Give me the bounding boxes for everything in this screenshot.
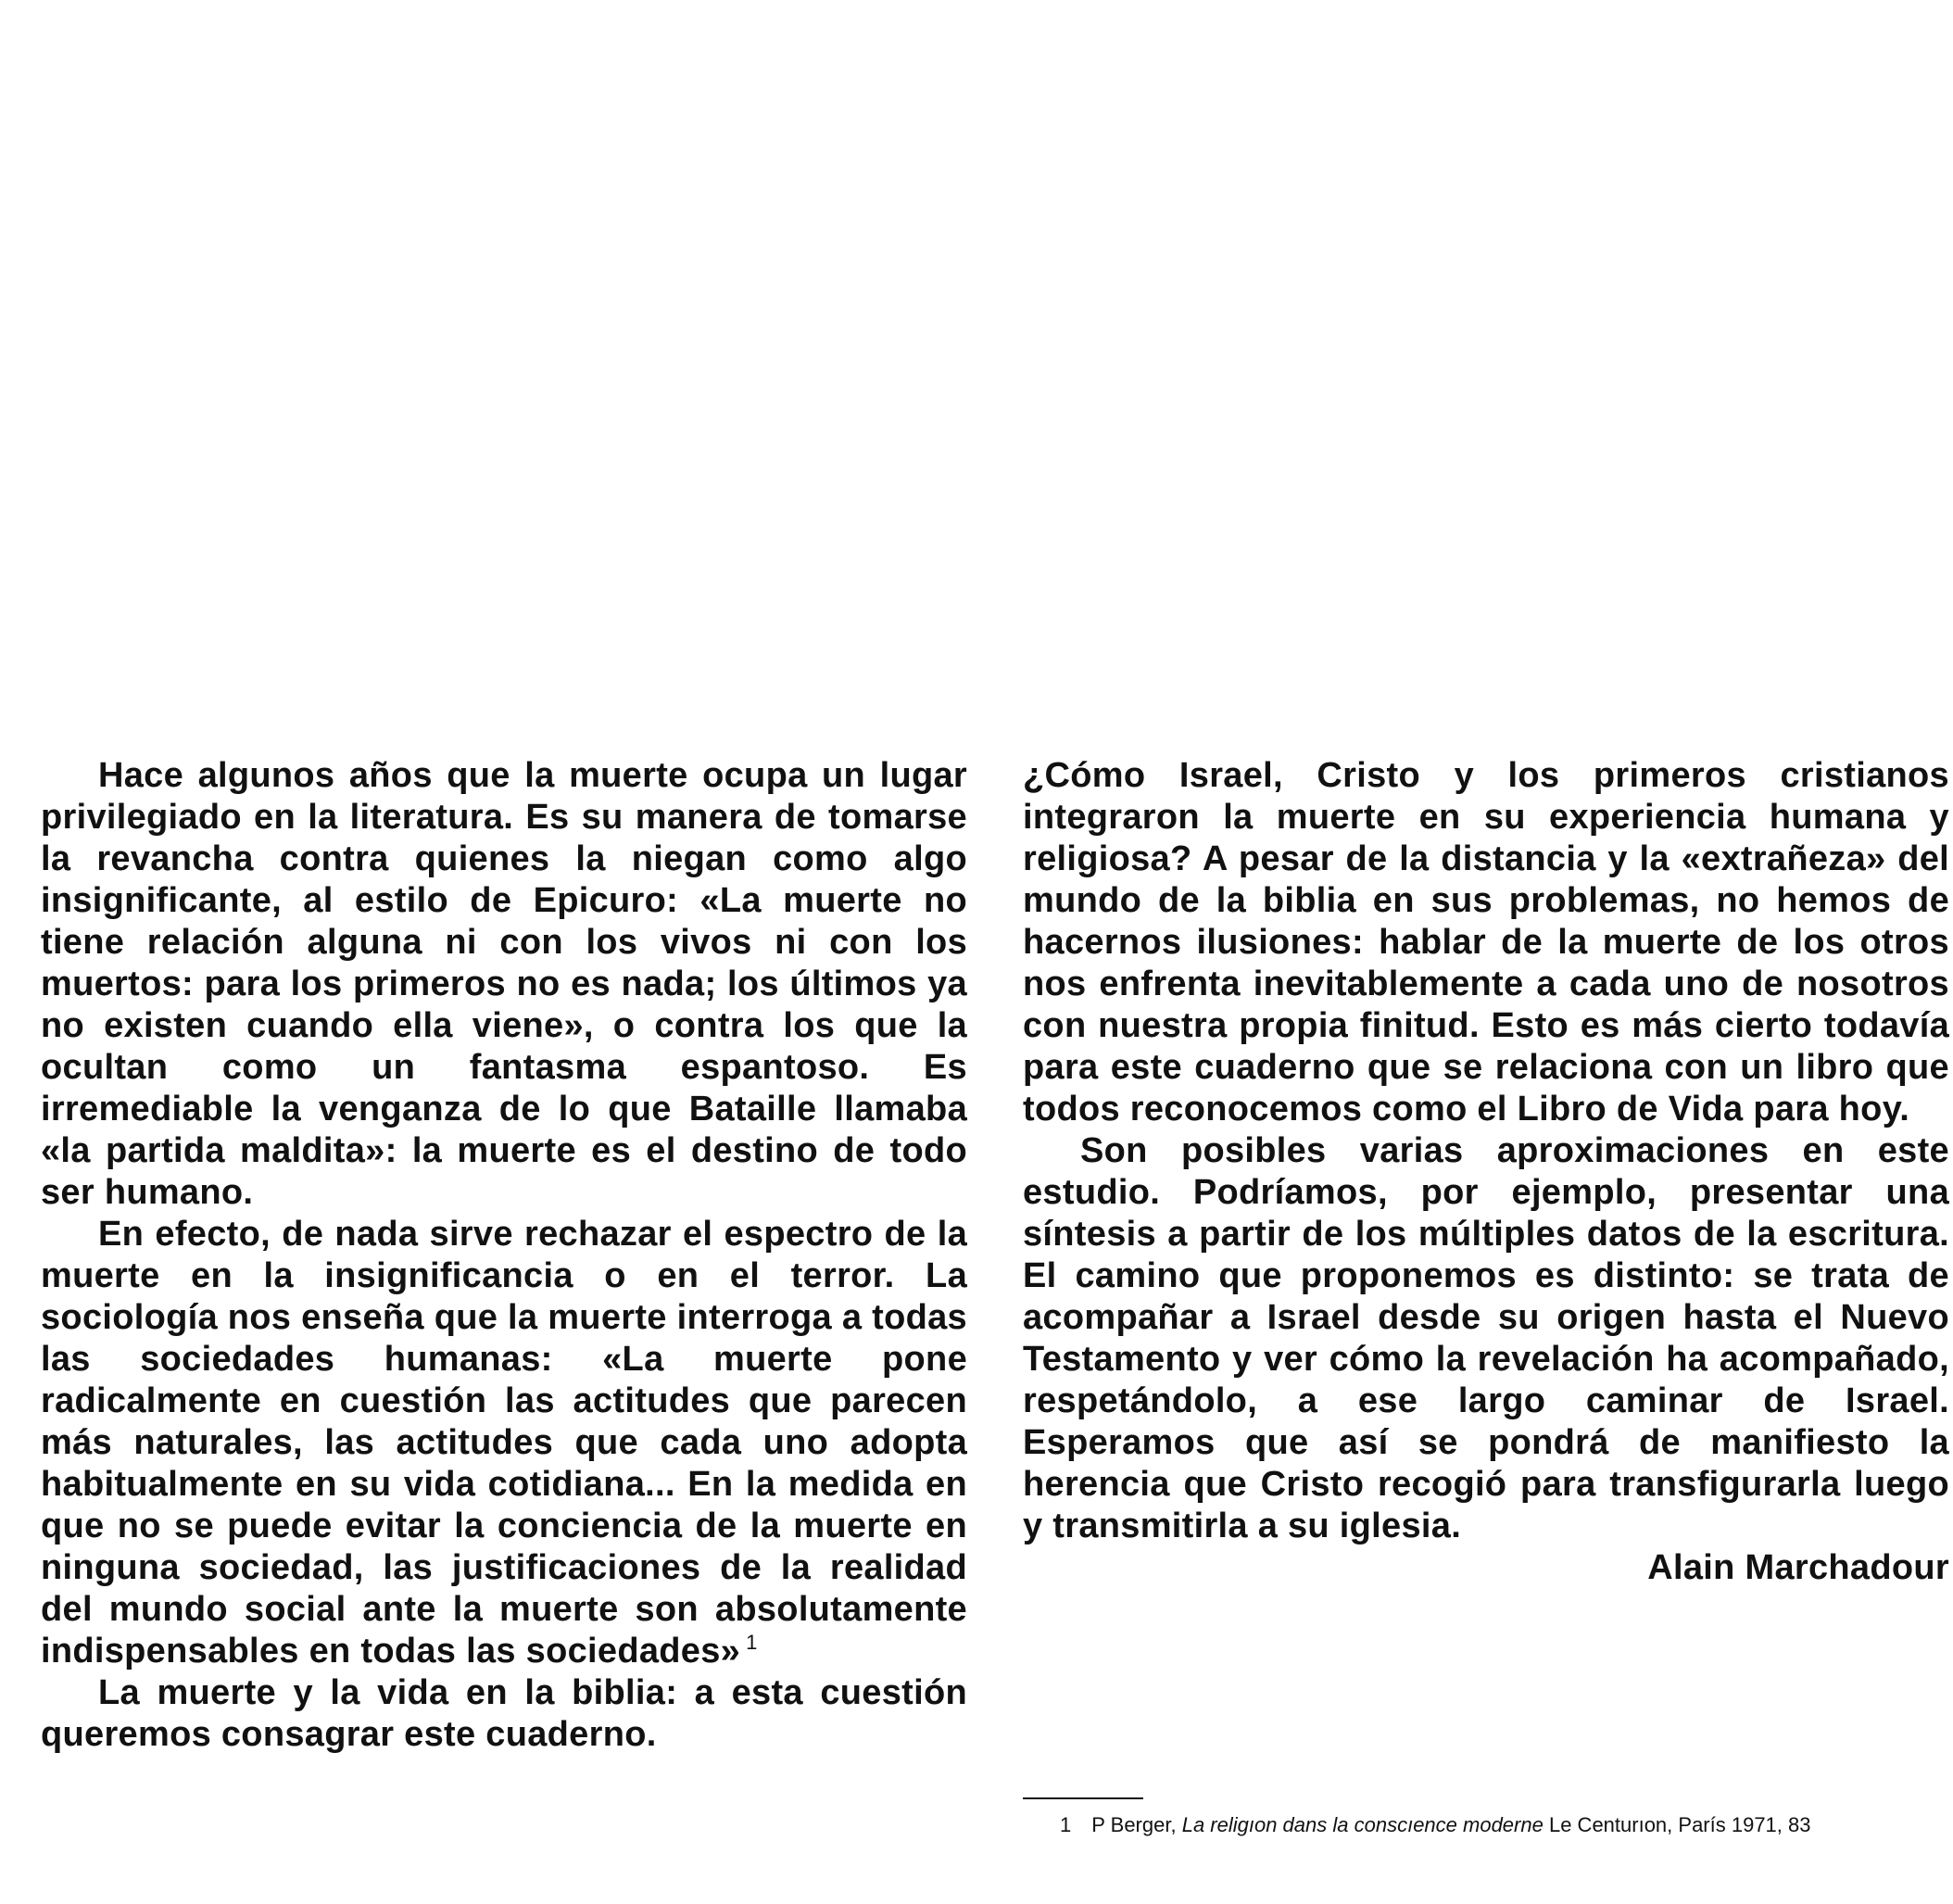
footnote bbox=[1023, 1811, 1949, 1838]
topic-paragraph: La muerte y la vida en la biblia: a esta cuestión queremos consagrar este cuaderno. bbox=[41, 1673, 967, 1754]
footnote-author: P Berger, bbox=[1091, 1813, 1177, 1836]
question-paragraph: ¿Cómo Israel, Cristo y los primeros cristianos integraron la muerte en su experiencia humana y religiosa? A pesar de la distancia y la «extrañeza» del mundo de la biblia en sus problemas, no hemos de hacernos ilusiones: hablar de la muerte de los otros nos enfrenta inevitablemente a cada uno de nosotros con nuestra propia finitud. Esto es más cierto todavía para este cuaderno que se relaciona con un libro que todos reconocemos como el Libro de Vida para hoy. bbox=[1023, 756, 1949, 1129]
sociology-paragraph-text: En efecto, de nada sirve rechazar el espectro de la muerte en la insignificancia o en el terror. La sociología nos enseña que la muerte interroga a todas las sociedades humanas: «La muerte pone radicalmente en cuestión las actitudes que parecen más naturales, las actitudes que cada uno adopta habitualmente en su vida cotidiana... En la medida en que no se puede evitar la conciencia de la muerte en ninguna sociedad, las justificaciones de la realidad del mundo social ante la muerte son absolutamente indispensables en todas las sociedades» bbox=[41, 1215, 967, 1671]
author-signature: Alain Marchadour bbox=[1647, 1548, 1949, 1587]
footnote-publisher: Le Centurıon, París 1971, 83 bbox=[1548, 1813, 1811, 1836]
approach-paragraph: Son posibles varias aproximaciones en este estudio. Podríamos, por ejemplo, presentar una síntesis a partir de los múltiples datos de la escritura. El camino que proponemos es distinto: se trata de acompañar a Israel desde su origen hasta el Nuevo Testamento y ver cómo la revelación ha acompañado, respetándolo, a ese largo caminar de Israel. Esperamos que así se pondrá de manifiesto la herencia que Cristo recogió para transfigurarla luego y transmitirla a su iglesia. bbox=[1023, 1131, 1949, 1545]
sociology-paragraph bbox=[41, 1214, 967, 1672]
intro-paragraph: Hace algunos años que la muerte ocupa un lugar privilegiado en la literatura. Es su manera de tomarse la revancha contra quienes la niegan como algo insignificante, al estilo de Epicuro: «La muerte no tiene relación alguna ni con los vivos ni con los muertos: para los primeros no es nada; los últimos ya no existen cuando ella viene», o contra los que la ocultan como un fantasma espantoso. Es irremediable la venganza de lo que Bataille llamaba «la partida maldita»: la muerte es el destino de todo ser humano. bbox=[41, 756, 967, 1212]
footnote-divider bbox=[1023, 1797, 1143, 1799]
right-column bbox=[1023, 755, 1949, 1589]
footnote-reference[interactable]: 1 bbox=[746, 1631, 758, 1655]
footnote-title: La religıon dans la conscıence moderne bbox=[1181, 1813, 1544, 1836]
footnote-number: 1 bbox=[1060, 1813, 1072, 1836]
left-column bbox=[41, 755, 967, 1756]
